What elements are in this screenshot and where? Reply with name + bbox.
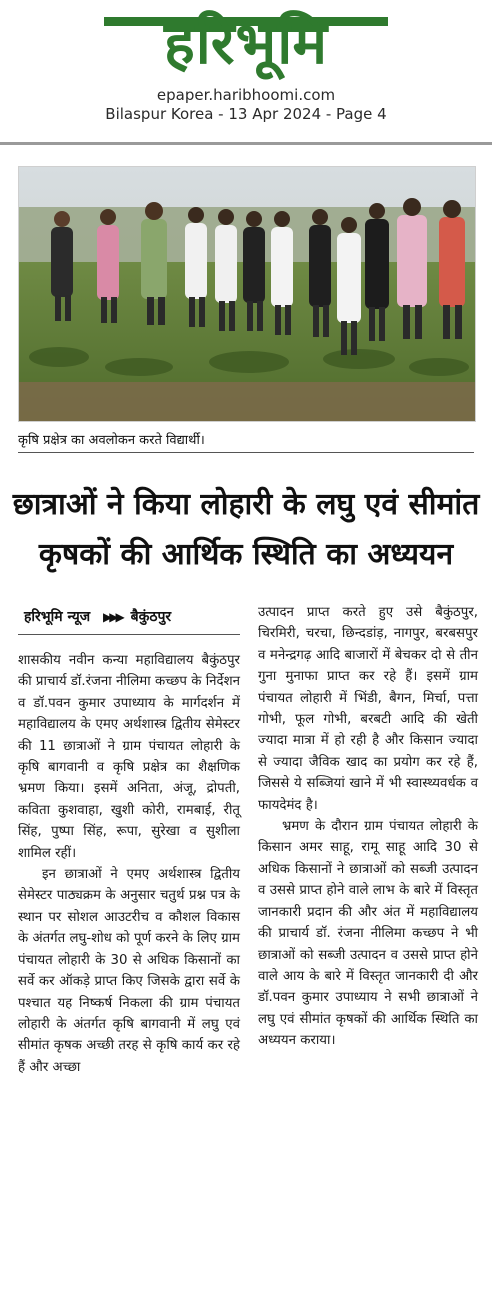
- paragraph-3: उत्पादन प्राप्त करते हुए उसे बैकुंठपुर, चिरमिरी, चरचा, छिन्दडांड़, नागपुर, बरबसपुर व मनेन्द्रगढ़ आदि बाजारों में बेचकर दो से तीन गुना मुनाफा प्राप्त कर रहे हैं। इसमें ग्राम पंचायत लोहारी में भिंडी, बैगन, मिर्चा, पत्ता गोभी, फूल गोभी, बरबटी आदि की खेती ज्यादा मात्रा में हो रही है और किसान ज्यादा से ज्यादा जैविक खाद का प्रयोग कर रहे हैं, जिससे ये सब्जियां खाने में भी स्वास्थ्यवर्धक व फायदेमंद है।: [258, 605, 478, 813]
- photo-caption: कृषि प्रक्षेत्र का अवलोकन करते विद्यार्थी।: [18, 433, 205, 448]
- double-arrow-icon: ▶▶▶: [103, 610, 122, 624]
- paragraph-2: इन छात्राओं ने एमए अर्थशास्त्र द्वितीय सेमेस्टर पाठ्यक्रम के अनुसार चतुर्थ प्रश्न पत्र के स्थान पर सोशल आउटरीच व कौशल विकास के अंतर्गत लघु-शोध को पूर्ण करने के लिए ग्राम पंचायत लोहारी के 30 से अधिक किसानों का सर्वे कर ऑकड़े प्राप्त किए जिसके द्वारा सर्वे के पश्चात यह निष्कर्ष निकला की ग्राम पंचायत लोहारी के अंतर्गत कृषि बागवानी में लघु एवं सीमांत कृषक अच्छी तरह से कृषि कार्य कर रहे हैं और अच्छा: [18, 867, 240, 1075]
- headline-line-2: कृषकों की आर्थिक स्थिति का अध्ययन: [38, 537, 454, 572]
- paragraph-4: भ्रमण के दौरान ग्राम पंचायत लोहारी के किसान अमर साहू, रामू साहू आदि 30 से अधिक किसानों ने छात्राओं को सब्जी उत्पादन व उससे प्राप्त होने वाले लाभ के बारे में विस्तृत जानकारी प्रदान की और अंत में महाविद्यालय की प्राचार्य डॉ. रंजना नीलिमा कच्छप ने भी छात्राओं को सब्जी उत्पादन व उससे प्राप्त होने वाले आय के बारे में विस्तृत जानकारी दी और डॉ.पवन कुमार उपाध्याय ने सभी छात्राओं ने लघु एवं सीमांत कृषकों की आर्थिक स्थिति का अध्ययन कराया।: [258, 819, 478, 1049]
- paragraph-1: शासकीय नवीन कन्या महाविद्यालय बैकुंठपुर की प्राचार्य डॉ.रंजना नीलिमा कच्छप के निर्देशन व डॉ.पवन कुमार उपाध्याय के मार्गदर्शन में महाविद्यालय के एमए अर्थशास्त्र द्वितीय सेमेस्टर की 11 छात्राओं ने ग्राम पंचायत लोहारी के कृषि बागवानी व कृषि प्रक्षेत्र का शैक्षणिक भ्रमण किया। इसमें अनिता, अंजू, द्रोपती, कविता कुशवाहा, खुशी कोरी, रामबाई, रीतू सिंह, पुष्पा सिंह, रूपा, सुरेखा व सुशीला शामिल रहीं।: [18, 653, 240, 861]
- article-column-left: [18, 650, 240, 1078]
- logo-text: हरिभूमि: [163, 9, 329, 77]
- headline-line-1: छात्राओं ने किया लोहारी के लघु एवं सीमांत: [12, 487, 480, 522]
- caption-divider: [18, 452, 474, 453]
- epaper-url: epaper.haribhoomi.com: [156, 86, 336, 104]
- article-headline: [10, 480, 482, 580]
- byline-divider: [18, 634, 240, 635]
- byline-source: हरिभूमि न्यूज: [24, 609, 91, 625]
- article-column-right: [258, 602, 478, 1052]
- masthead: [0, 0, 492, 140]
- masthead-divider: [0, 142, 492, 145]
- edition-line: Bilaspur Korea - 13 Apr 2024 - Page 4: [105, 105, 387, 123]
- byline-place: बैकुंठपुर: [130, 609, 172, 625]
- article-photo: [18, 166, 476, 422]
- byline: [24, 607, 234, 629]
- haribhoomi-logo: [100, 8, 392, 80]
- field-visit-photo: [19, 167, 475, 421]
